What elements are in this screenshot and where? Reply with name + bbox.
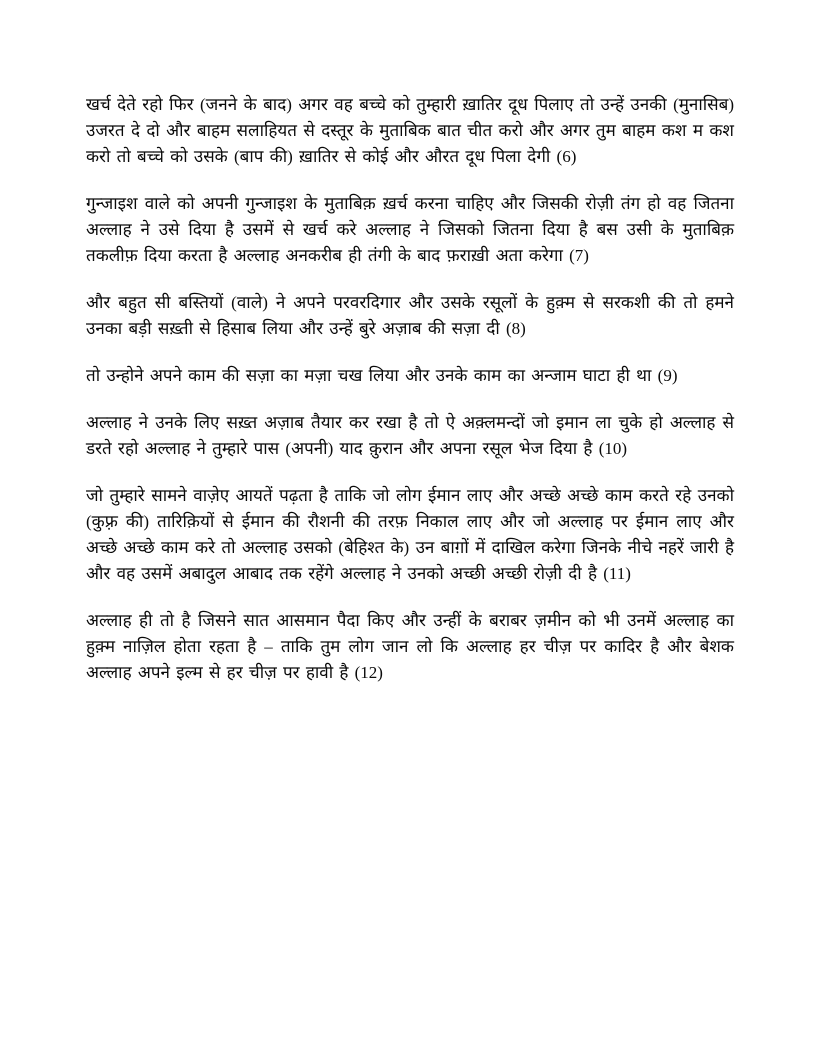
verse-paragraph-7: गुन्जाइश वाले को अपनी गुन्जाइश के मुताबिक़ ख़र्च करना चाहिए और जिसकी रोज़ी तंग हो वह जितना अल्लाह ने उसे दिया है उसमें से खर्च करे अल्लाह ने जिसको जितना दिया है बस उसी के मुताबिक़ तकलीफ़ दिया करता है अल्लाह अनकरीब ही तंगी के बाद फ़राख़ी अता करेगा (7) xyxy=(86,194,734,265)
document-page xyxy=(86,92,734,707)
verse-paragraph-10: अल्लाह ने उनके लिए सख़्त अज़ाब तैयार कर रखा है तो ऐ अक़्लमन्दों जो इमान ला चुके हो अल्लाह से डरते रहो अल्लाह ने तुम्हारे पास (अपनी) याद क़ुरान और अपना रसूल भेज दिया है (10) xyxy=(86,413,734,458)
verse-paragraph-11: जो तुम्हारे सामने वाज़ेए आयतें पढ़ता है ताकि जो लोग ईमान लाए और अच्छे अच्छे काम करते रहे उनको (कुफ़्र की) तारिक़ियों से ईमान की रौशनी की तरफ़ निकाल लाए और जो अल्लाह पर ईमान लाए और अच्छे अच्छे काम करे तो अल्लाह उसको (बेहिश्त के) उन बाग़ों में दाखिल करेगा जिनके नीचे नहरें जारी है और वह उसमें अबादुल आबाद तक रहेंगे अल्लाह ने उनको अच्छी अच्छी रोज़ी दी है (11) xyxy=(86,486,734,583)
verse-paragraph-6: खर्च देते रहो फिर (जनने के बाद) अगर वह बच्चे को तुम्हारी ख़ातिर दूध पिलाए तो उन्हें उनकी (मुनासिब) उजरत दे दो और बाहम सलाहियत से दस्तूर के मुताबिक बात चीत करो और अगर तुम बाहम कश म कश करो तो बच्चे को उसके (बाप की) ख़ातिर से कोई और औरत दूध पिला देगी (6) xyxy=(86,95,734,166)
verse-paragraph-9: तो उन्होने अपने काम की सज़ा का मज़ा चख लिया और उनके काम का अन्जाम घाटा ही था (9) xyxy=(86,366,678,385)
verse-paragraph-8: और बहुत सी बस्तियों (वाले) ने अपने परवरदिगार और उसके रसूलों के हुक़्म से सरकशी की तो हमने उनका बड़ी सख़्ती से हिसाब लिया और उन्हें बुरे अज़ाब की सज़ा दी (8) xyxy=(86,293,734,338)
verse-paragraph-12: अल्लाह ही तो है जिसने सात आसमान पैदा किए और उन्हीं के बराबर ज़मीन को भी उनमें अल्लाह का हुक़्म नाज़िल होता रहता है – ताकि तुम लोग जान लो कि अल्लाह हर चीज़ पर कादिर है और बेशक अल्लाह अपने इल्म से हर चीज़ पर हावी है (12) xyxy=(86,611,734,682)
